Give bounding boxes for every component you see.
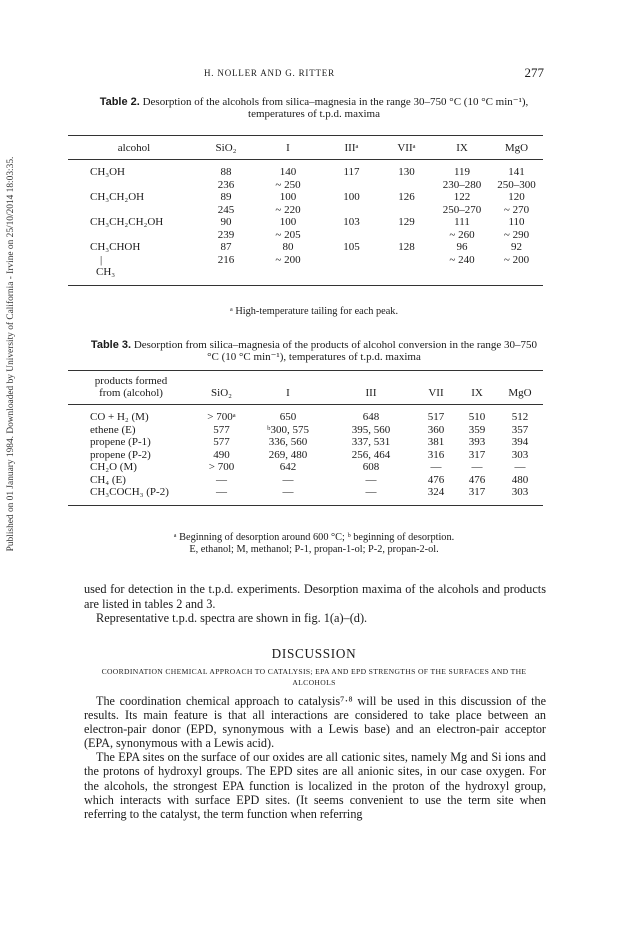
table-cell: — [471, 461, 483, 473]
table3-caption-text: Desorption from silica–magnesia of the products of alcohol conversion in the range 30–750 °C (10 °C min⁻¹), temperatures of t.p.d. maxima [133, 339, 538, 363]
table-row [68, 266, 543, 285]
paragraph-detection: used for detection in the t.p.d. experiments. Desorption maxima of the alcohols and products are listed in tables 2 and 3. [84, 582, 546, 611]
table-cell: 480 [511, 473, 529, 486]
page-number: 277 [524, 65, 544, 80]
table-cell: 303 [511, 486, 529, 498]
table2-header-cell: IX [456, 142, 468, 154]
table-cell [490, 266, 543, 285]
table-cell: 230–280 [442, 178, 482, 191]
table-cell: ~ 220 [275, 203, 301, 216]
table-cell: 512 [511, 411, 529, 423]
table3-header-cell [457, 371, 497, 387]
download-watermark [4, 120, 18, 590]
table-row [68, 405, 543, 424]
table3-header-cell [249, 371, 327, 387]
table-cell: CH₃CH₂OH [90, 191, 145, 203]
table-cell: 128 [398, 241, 415, 253]
table-cell: 111 [454, 216, 470, 228]
table-cell: 122 [453, 191, 471, 203]
table-cell: — [365, 486, 377, 498]
table3-header-cell: MgO [508, 387, 532, 399]
table2-footnote: ᵃ High-temperature tailing for each peak. [229, 306, 399, 317]
table-cell: 316 [427, 448, 445, 461]
table2-header-cell: SiO₂ [215, 142, 237, 154]
table-cell: 517 [427, 411, 445, 423]
table-cell: — [216, 486, 227, 498]
table-cell: 336, 560 [268, 436, 308, 448]
table2 [68, 135, 543, 286]
table-cell: 250–300 [497, 178, 536, 191]
table-cell: 129 [398, 216, 415, 228]
table-cell: — [430, 461, 442, 473]
table-cell: 89 [220, 191, 232, 203]
table3-header-cell: VII [428, 387, 444, 399]
table-cell: 608 [362, 461, 380, 473]
table-row [68, 449, 543, 462]
table3-label: Table 3. [90, 339, 132, 351]
section-heading: DISCUSSION [271, 646, 357, 661]
table-cell: 100 [343, 191, 360, 203]
table-cell: 648 [362, 411, 380, 423]
table-cell: ~ 205 [275, 228, 301, 241]
table-cell: 337, 531 [351, 436, 391, 448]
download-watermark-text: Published on 01 January 1984. Downloaded by University of California - Irvine on 25/10/2014 18:03:35. [6, 156, 16, 552]
table2-header-cell: I [286, 142, 290, 154]
table-cell [324, 179, 379, 192]
table-cell: 510 [468, 411, 486, 423]
table-cell: ethene (E) [90, 423, 136, 436]
table3-header-cell: SiO₂ [211, 387, 232, 399]
table3-header-row [68, 371, 543, 387]
paragraph-figure-reference: Representative t.p.d. spectra are shown in fig. 1(a)–(d). [96, 611, 368, 625]
table-cell: 100 [279, 191, 297, 203]
table-cell: 88 [220, 166, 232, 178]
table-cell: 269, 480 [268, 448, 308, 461]
table-cell [324, 229, 379, 242]
table-cell: 577 [213, 423, 230, 436]
table-cell: 141 [508, 166, 525, 178]
table-cell: 117 [343, 166, 360, 178]
table3-header-row [68, 387, 543, 405]
table-cell: 80 [282, 241, 294, 253]
table-cell: CH₃CH₂CH₂OH [90, 216, 164, 228]
table-cell [200, 266, 252, 285]
table-cell: ~ 290 [503, 228, 530, 241]
table2-header-cell: alcohol [117, 142, 151, 154]
table-cell: 126 [398, 191, 415, 203]
table-cell: ~ 250 [275, 178, 301, 191]
table2-header-row [68, 136, 543, 160]
table-cell: 239 [217, 228, 235, 241]
table-cell: 642 [279, 461, 297, 473]
table2-caption-text: Desorption of the alcohols from silica–magnesia in the range 30–750 °C (10 °C min⁻¹), temperatures of t.p.d. maxima [142, 96, 529, 120]
table3-header-cell: from (alcohol) [99, 387, 163, 399]
subsection-heading: COORDINATION CHEMICAL APPROACH TO CATALYSIS; EPA AND EPD STRENGTHS OF THE SURFACES AND THE ALCOHOLS [101, 667, 527, 687]
table-cell: 92 [511, 241, 522, 253]
table-row [68, 486, 543, 505]
table-cell: 393 [468, 436, 486, 448]
table-cell: ᵇ300, 575 [267, 423, 309, 436]
table-cell [68, 179, 200, 192]
table-cell: 317 [468, 486, 486, 498]
table-cell: 359 [468, 423, 486, 436]
results-text [84, 582, 546, 626]
table-cell: 357 [511, 423, 529, 436]
table-cell: CH₄ (E) [90, 473, 126, 486]
table-row [68, 160, 543, 179]
body-paragraph: The coordination chemical approach to catalysis⁷·⁸ will be used in this discussion of the results. Its main feature is that all interactions are considered to take place between an electron-pair donor (EPD, synonymous with a Lewis base) and an electron-pair acceptor (EPA, synonymous with a Lewis acid). [84, 694, 546, 751]
table-cell: propene (P-1) [90, 436, 151, 448]
table3-caption [84, 339, 544, 363]
table-cell: 216 [217, 253, 235, 266]
table-cell [324, 204, 379, 217]
table3-header-cell: products formed [94, 375, 168, 387]
table-row [68, 424, 543, 437]
table-cell [434, 266, 490, 285]
table-cell: 87 [220, 241, 232, 253]
table3-header-cell: I [286, 387, 290, 399]
table-cell: 476 [468, 473, 486, 486]
table3-header-cell: III [365, 387, 377, 399]
table-cell: 90 [220, 216, 232, 228]
table2-header-cell: IIIᵃ [344, 142, 359, 154]
table-cell: 96 [456, 241, 468, 253]
table-cell: ~ 270 [503, 203, 530, 216]
table-row [68, 436, 543, 449]
table3-footnote-abbrev: E, ethanol; M, methanol; P-1, propan-1-ol; P-2, propan-2-ol. [189, 544, 439, 555]
table-cell [379, 179, 434, 192]
table-row [68, 216, 543, 229]
table-cell [324, 254, 379, 267]
table-cell: CO + H₂ (M) [90, 411, 149, 423]
table-cell: 120 [508, 191, 525, 203]
table-cell [68, 229, 200, 242]
table-row [68, 204, 543, 217]
table-cell: 360 [427, 423, 445, 436]
table-row [68, 179, 543, 192]
body-paragraph: The EPA sites on the surface of our oxides are all cationic sites, namely Mg and Si ions and the protons of hydroxyl groups. The EPD sites are all anionic sites, in our case oxygen. For the alcohols, the strongest EPA function is localized in the proton of the hydroxyl group, which interacts with surface EPD sites. (It seems convenient to use the term site when referring to the catalyst, the term function when referring [84, 750, 546, 821]
table-cell: 140 [279, 166, 297, 178]
table3-header-cell [194, 371, 249, 387]
table-cell: 577 [213, 436, 230, 448]
table-cell [379, 254, 434, 267]
table3-header-cell [415, 371, 457, 387]
table-cell: 130 [398, 166, 415, 178]
table3-header-cell [497, 371, 543, 387]
table-cell [68, 204, 200, 217]
table-cell: 650 [279, 411, 297, 423]
table-row [68, 254, 543, 267]
table-cell: ~ 260 [449, 228, 475, 241]
table3-footnotes [84, 532, 544, 556]
table-cell: 119 [453, 166, 471, 178]
table-cell: > 700 [208, 461, 235, 473]
table-cell: CH₃CHOH [90, 241, 141, 253]
table-cell: 381 [427, 436, 445, 448]
table-cell: ~ 200 [503, 253, 530, 266]
table3-footnote-a: ᵃ Beginning of desorption around 600 °C; ᵇ beginning of desorption. [173, 532, 455, 543]
table2-header-cell: VIIᵃ [397, 142, 416, 154]
table2-label: Table 2. [99, 96, 140, 108]
table-cell: 303 [511, 448, 529, 461]
table-cell: — [514, 461, 526, 473]
table-rule [68, 505, 543, 506]
table-rule [68, 285, 543, 286]
table-cell: 490 [213, 448, 230, 461]
table3-header-cell: IX [471, 387, 483, 399]
table3 [68, 370, 543, 506]
table-cell: > 700ᵃ [207, 411, 236, 423]
table-cell: 100 [279, 216, 297, 228]
table-cell: — [216, 473, 227, 486]
table-cell: 324 [427, 486, 445, 498]
table-cell [379, 266, 434, 285]
table-cell [252, 266, 324, 285]
running-header [84, 65, 544, 84]
table-cell: 103 [343, 216, 360, 228]
table-row [68, 229, 543, 242]
table-cell: 317 [468, 448, 486, 461]
table-cell: ~ 240 [449, 253, 475, 266]
table-cell [324, 266, 379, 285]
table-cell: CH₃COCH₃ (P-2) [90, 486, 169, 498]
table-cell: ~ 200 [275, 253, 301, 266]
table-cell: propene (P-2) [90, 448, 151, 461]
table-cell: CH₃OH [90, 166, 126, 178]
table-cell: CH₂O (M) [90, 461, 137, 473]
table-cell: 395, 560 [351, 423, 391, 436]
table-cell: 256, 464 [351, 448, 391, 461]
table-cell [379, 229, 434, 242]
table2-caption [84, 96, 544, 120]
table-cell: 476 [427, 473, 445, 486]
table-cell: 105 [343, 241, 360, 253]
table-cell: 236 [217, 178, 235, 191]
table2-header-cell: MgO [504, 142, 529, 154]
table-cell: — [365, 473, 377, 486]
table-row [68, 191, 543, 204]
table-row [68, 474, 543, 487]
running-head-authors: H. NOLLER AND G. RITTER [204, 68, 335, 78]
table-row [68, 241, 543, 254]
table-cell [379, 204, 434, 217]
table-cell: | [100, 253, 103, 266]
table-cell: 110 [508, 216, 525, 228]
table-row [68, 461, 543, 474]
table-cell: — [282, 486, 294, 498]
discussion-body [84, 694, 546, 821]
table-cell: — [282, 473, 294, 486]
table-cell: 394 [511, 436, 529, 448]
table-cell: CH₃ [96, 266, 116, 278]
table-cell: 250–270 [442, 203, 482, 216]
table3-header-cell [327, 371, 415, 387]
table-cell: 245 [217, 203, 235, 216]
